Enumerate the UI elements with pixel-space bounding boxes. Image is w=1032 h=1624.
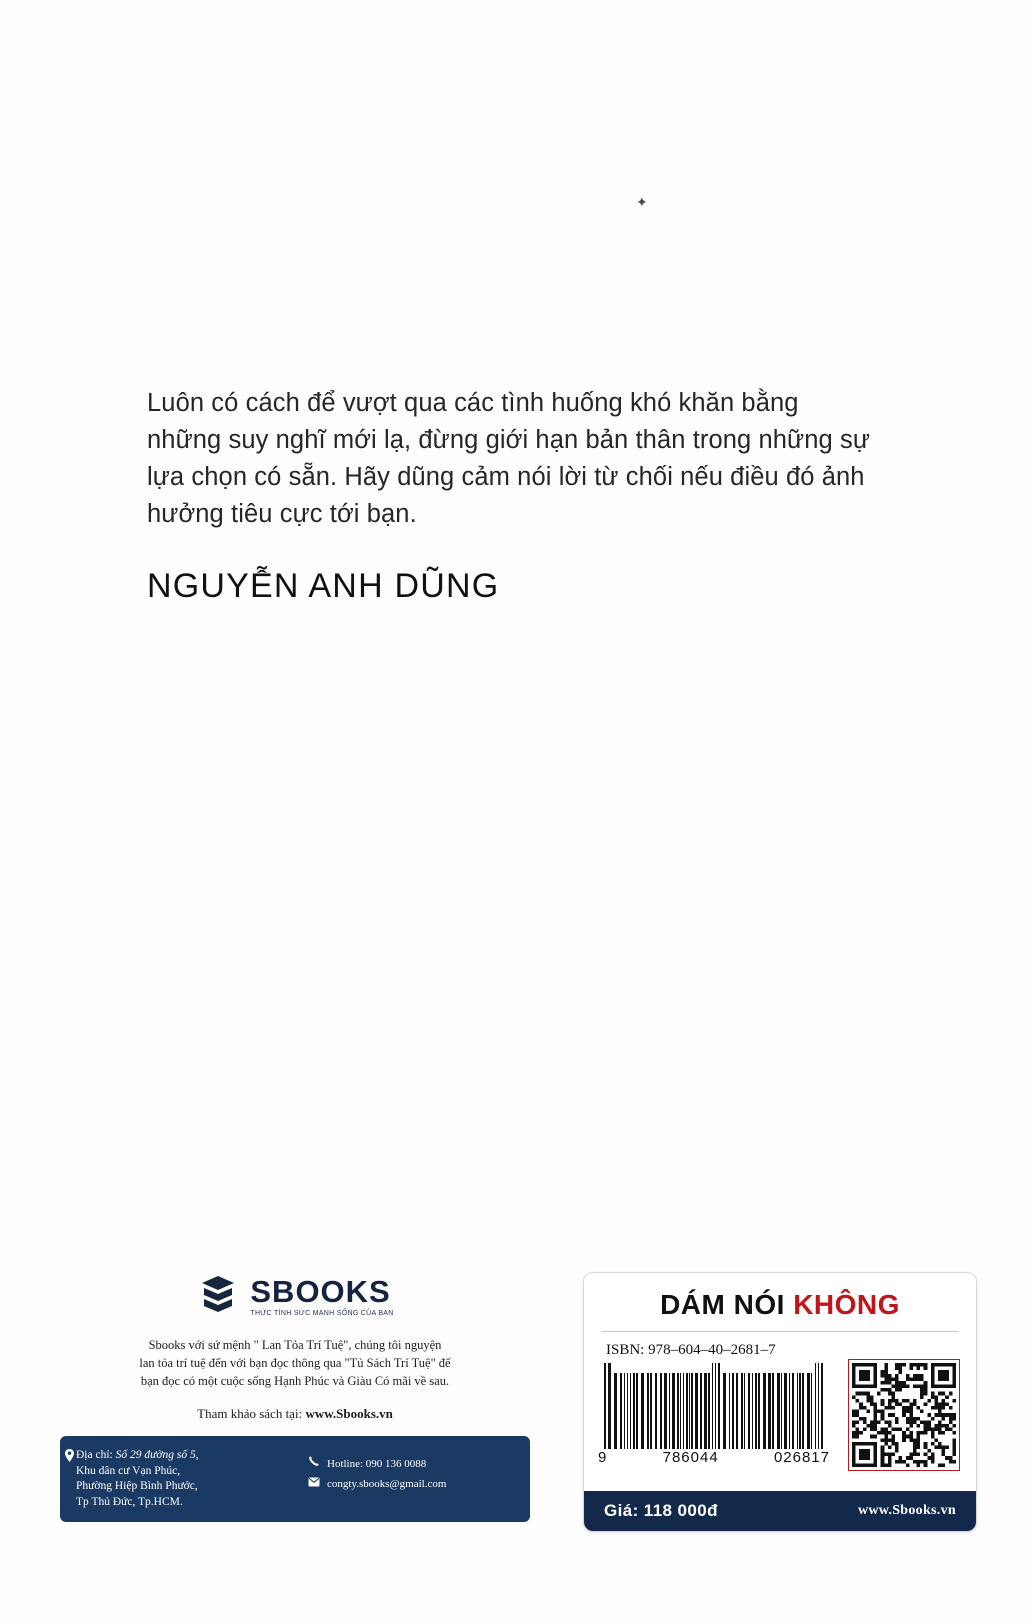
price-label: Giá: 118 000đ: [604, 1501, 718, 1520]
sbooks-logo-icon: [196, 1274, 240, 1318]
hotline-text: Hotline: 090 136 0088: [327, 1458, 427, 1470]
contact-box: [60, 1436, 530, 1522]
qr-code[interactable]: [848, 1359, 960, 1471]
contact-details: [308, 1454, 446, 1494]
hotline-row: [308, 1454, 446, 1474]
sbooks-logo: [60, 1272, 530, 1320]
back-cover-blurb: Luôn có cách để vượt qua các tình huống khó khăn bằng những suy nghĩ mới lạ, đừng giới hạn bản thân trong những sự lựa chọn có sẵn. Hãy dũng cảm nói lời từ chối nếu điều đó ảnh hưởng tiêu cực tới bạn.: [147, 389, 871, 528]
address-line-1: Số 29 đường số 5,: [115, 1449, 199, 1461]
book-title-main: DÁM NÓI: [660, 1289, 785, 1320]
title-divider: [602, 1331, 958, 1332]
barcode-digit-group-1: 9: [598, 1449, 608, 1466]
reference-website[interactable]: www.Sbooks.vn: [305, 1406, 393, 1421]
address-block: [76, 1448, 199, 1510]
envelope-icon: [308, 1474, 320, 1494]
barcode-digit-group-3: 026817: [773, 1449, 830, 1466]
email-text[interactable]: congty.sbooks@gmail.com: [327, 1478, 447, 1490]
publisher-block: [60, 1272, 530, 1522]
decorative-mark: ✦: [636, 196, 648, 211]
sbooks-logo-word: SBOOKS: [250, 1273, 391, 1309]
publisher-mission: [60, 1336, 530, 1390]
reference-label: Tham khảo sách tại:: [197, 1406, 303, 1421]
mission-line-1: Sbooks với sứ mệnh " Lan Tỏa Trí Tuệ", chúng tôi nguyện: [148, 1338, 442, 1352]
book-title-accent: KHÔNG: [793, 1289, 900, 1320]
book-title: [584, 1289, 976, 1321]
address-line-3: Phường Hiệp Bình Phước,: [76, 1480, 198, 1492]
address-label: Địa chỉ:: [76, 1449, 113, 1461]
phone-icon: [308, 1454, 320, 1474]
mission-line-3: bạn đọc có một cuộc sống Hạnh Phúc và Giàu Có mãi về sau.: [140, 1374, 450, 1388]
address-line-4: Tp Thủ Đức, Tp.HCM.: [76, 1495, 183, 1508]
isbn-text: ISBN: 978–604–40–2681–7: [606, 1342, 776, 1358]
sbooks-logo-tagline: THỨC TỈNH SỨC MẠNH SỐNG CỦA BẠN: [250, 1309, 394, 1317]
card-footer: [584, 1491, 976, 1531]
reference-line: [60, 1406, 530, 1422]
email-row: [308, 1474, 446, 1494]
author-name: NGUYỄN ANH DŨNG: [147, 567, 500, 605]
barcode-digit-group-2: 786044: [662, 1449, 719, 1466]
barcode-digits: [598, 1449, 830, 1466]
publisher-website[interactable]: www.Sbooks.vn: [857, 1503, 956, 1518]
mission-line-2: lan tỏa trí tuệ đến với bạn đọc thông qua "Tủ Sách Trí Tuệ" để: [139, 1356, 451, 1370]
ean13-barcode: [604, 1363, 826, 1449]
location-pin-icon: [64, 1449, 75, 1468]
barcode-area: [584, 1359, 976, 1477]
isbn-barcode-card: [583, 1272, 977, 1532]
address-line-2: Khu dân cư Vạn Phúc,: [76, 1464, 181, 1477]
